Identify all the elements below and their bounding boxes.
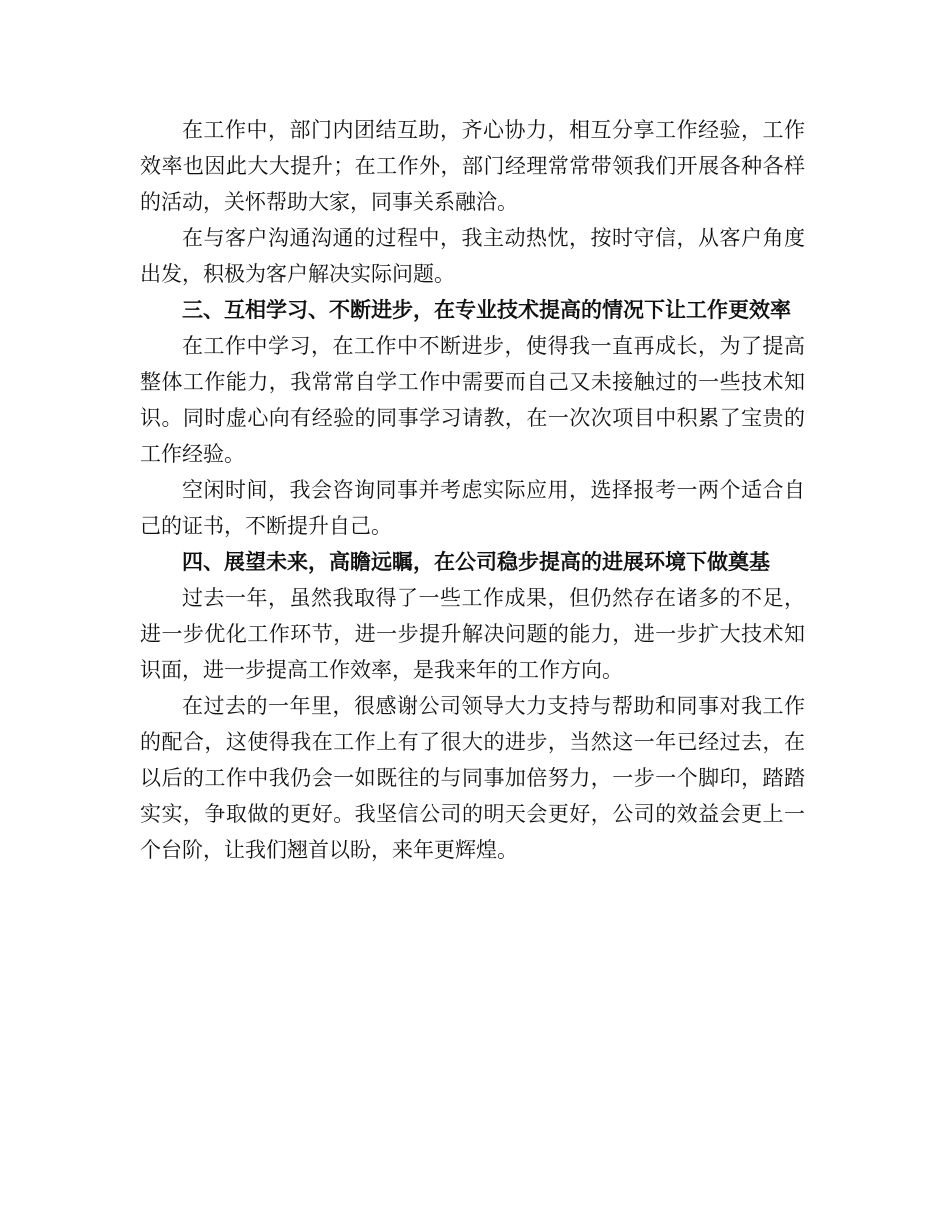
- paragraph-shortcomings: 过去一年，虽然我取得了一些工作成果，但仍然存在诸多的不足，进一步优化工作环节，进一步提升解决问题的能力，进一步扩大技术知识面，进一步提高工作效率，是我来年的工作方向。: [140, 586, 805, 682]
- document-body: [140, 112, 805, 868]
- paragraph-learning: 在工作中学习，在工作中不断进步，使得我一直再成长，为了提高整体工作能力，我常常自学工作中需要而自己又未接触过的一些技术知识。同时虚心向有经验的同事学习请教，在一次次项目中积累了宝贵的工作经验。: [140, 334, 805, 466]
- paragraph-certificates: 空闲时间，我会咨询同事并考虑实际应用，选择报考一两个适合自己的证书，不断提升自己。: [140, 478, 805, 538]
- section-heading-3: 三、互相学习、不断进步，在专业技术提高的情况下让工作更效率: [182, 297, 791, 322]
- section-heading-4: 四、展望未来，高瞻远瞩，在公司稳步提高的进展环境下做奠基: [182, 549, 770, 574]
- paragraph-customer: 在与客户沟通沟通的过程中，我主动热忱，按时守信，从客户角度出发，积极为客户解决实际问题。: [140, 226, 805, 286]
- paragraph-thanks: 在过去的一年里，很感谢公司领导大力支持与帮助和同事对我工作的配合，这使得我在工作上有了很大的进步，当然这一年已经过去，在以后的工作中我仍会一如既往的与同事加倍努力，一步一个脚印，踏踏实实，争取做的更好。我坚信公司的明天会更好，公司的效益会更上一个台阶，让我们翘首以盼，来年更辉煌。: [140, 694, 805, 862]
- paragraph-teamwork: 在工作中，部门内团结互助，齐心协力，相互分享工作经验，工作效率也因此大大提升；在工作外，部门经理常常带领我们开展各种各样的活动，关怀帮助大家，同事关系融洽。: [140, 118, 805, 214]
